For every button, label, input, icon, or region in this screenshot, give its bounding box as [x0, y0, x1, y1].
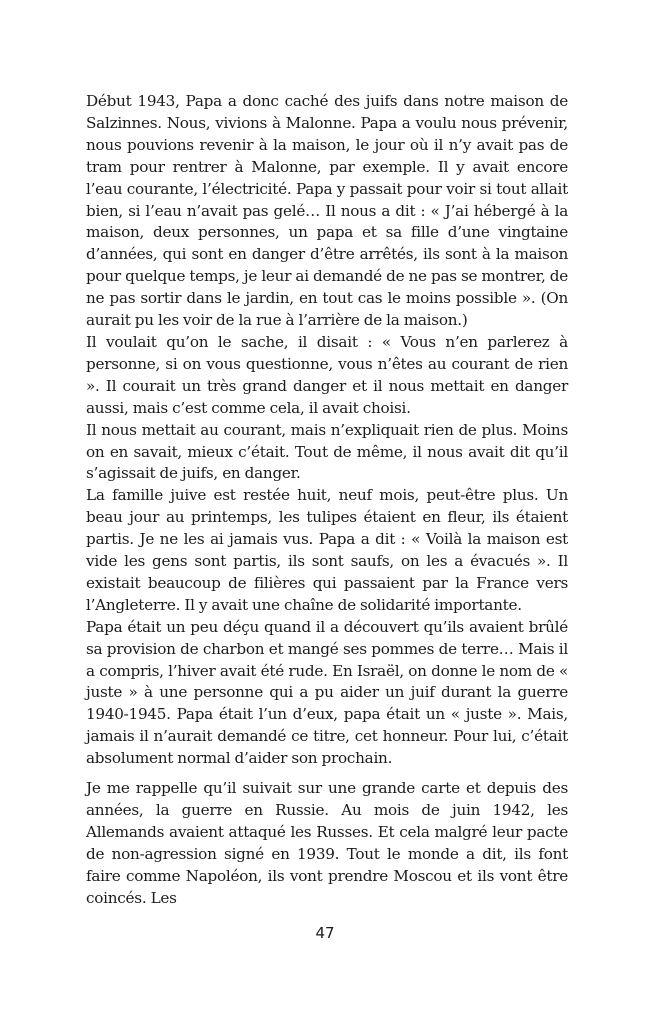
- paragraph: Je me rappelle qu’il suivait sur une grande carte et depuis des années, la guerre en Russie. Au mois de juin 1942, les Allemands avaient attaqué les Russes. Et cela malgré leur pacte de non-agression signé en 1939. Tout le monde a dit, ils font faire comme Napoléon, ils vont prendre Moscou et ils vont être coincés. Les: [86, 779, 568, 907]
- paragraph: Il nous mettait au courant, mais n’expliquait rien de plus. Moins on en savait, mieux c’était. Tout de même, il nous avait dit qu’il s’agissait de juifs, en danger.: [86, 420, 568, 483]
- paragraph: Il voulait qu’on le sache, il disait : « Vous n’en parlerez à personne, si on vous questionne, vous n’êtes au courant de rien ». Il courait un très grand danger et il nous mettait en danger aussi, mais c’est comme cela, il avait choisi.: [86, 332, 568, 417]
- page-number: 47: [315, 924, 335, 942]
- paragraph: Papa était un peu déçu quand il a découvert qu’ils avaient brûlé sa provision de charbon et mangé ses pommes de terre… Mais il a compris, l’hiver avait été rude. En Israël, on donne le nom de « juste » à une personne qui a pu aider un juif durant la guerre 1940-1945. Papa était l’un d’eux, papa était un « juste ». Mais, jamais il n’aurait demandé ce titre, cet honneur. Pour lui, c’était absolument normal d’aider son prochain.: [86, 617, 568, 768]
- paragraph: Début 1943, Papa a donc caché des juifs dans notre maison de Salzinnes. Nous, vivions à Malonne. Papa a voulu nous prévenir, nous pouvions revenir à la maison, le jour où il n’y avait pas de tram pour rentrer à Malonne, par exemple. Il y avait encore l’eau courante, l’électricité. Papa y passait pour voir si tout allait bien, si l’eau n’avait pas gelé… Il nous a dit : « J’ai hébergé à la maison, deux personnes, un papa et sa fille d’une vingtaine d’années, qui sont en danger d’être arrêtés, ils sont à la maison pour quelque temps, je leur ai demandé de ne pas se montrer, de ne pas sortir dans le jardin, en tout cas le moins possible ». (On aurait pu les voir de la rue à l’arrière de la maison.): [86, 92, 568, 330]
- page-body: [86, 91, 568, 910]
- paragraph: La famille juive est restée huit, neuf mois, peut-être plus. Un beau jour au printemps, les tulipes étaient en fleur, ils étaient partis. Je ne les ai jamais vus. Papa a dit : « Voilà la maison est vide les gens sont partis, ils sont saufs, on les a évacués ». Il existait beaucoup de filières qui passaient par la France vers l’Angleterre. Il y avait une chaîne de solidarité importante.: [86, 486, 568, 614]
